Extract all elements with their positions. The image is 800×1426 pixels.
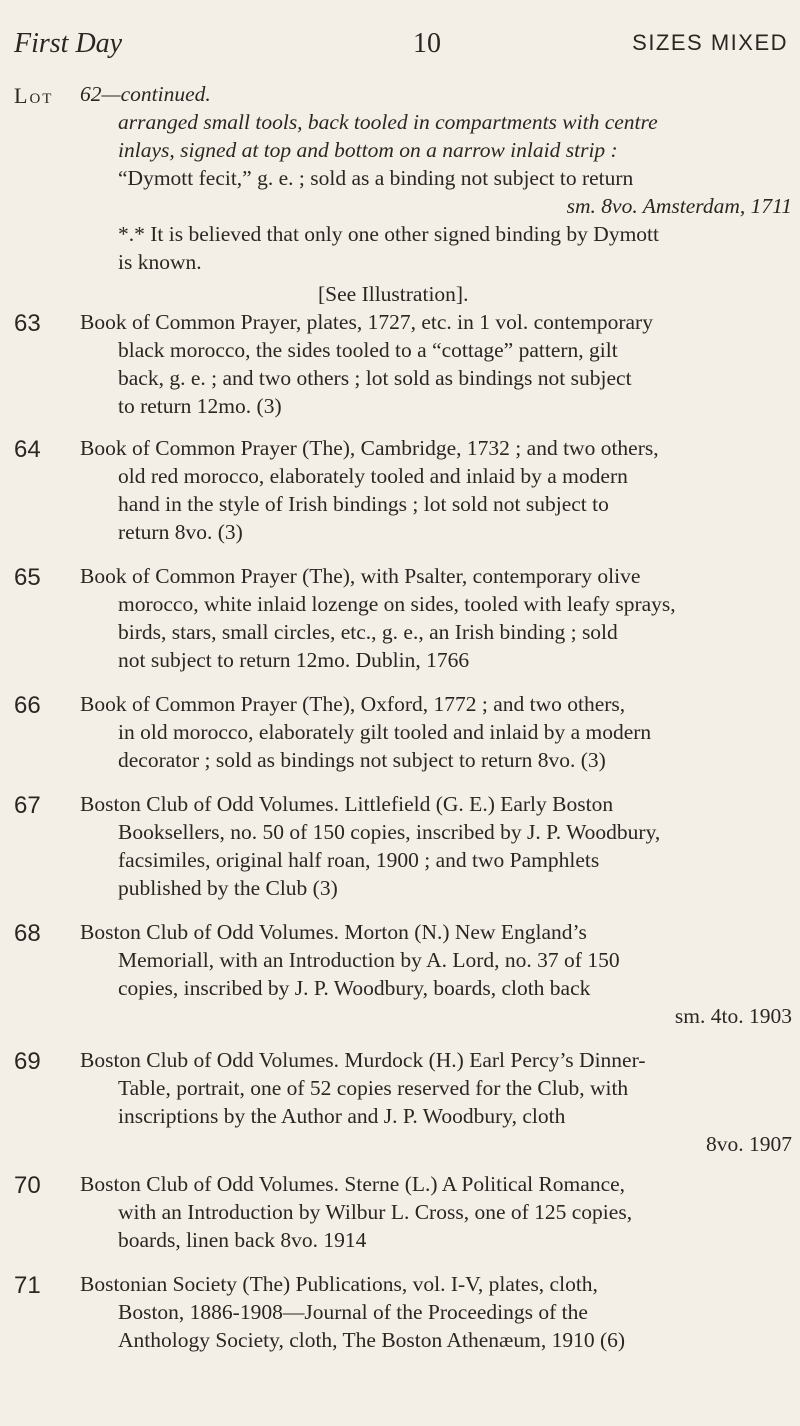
lot-entry-66 [80, 690, 792, 774]
lot-number: 64 [14, 436, 41, 463]
entry-line: Bostonian Society (The) Publications, vol. I-V, plates, cloth, [80, 1272, 598, 1296]
lot-entry-70 [80, 1170, 792, 1254]
entry-line: Book of Common Prayer, plates, 1727, etc. in 1 vol. contemporary [80, 310, 653, 334]
entry-line: copies, inscribed by J. P. Woodbury, boards, cloth back [118, 976, 591, 1000]
lot-entry-64 [80, 434, 792, 546]
entry-line: Book of Common Prayer (The), Cambridge, 1732 ; and two others, [80, 436, 659, 460]
entry-line: in old morocco, elaborately gilt tooled and inlaid by a modern [118, 720, 652, 744]
lot-entry-65 [80, 562, 792, 674]
entry-line: with an Introduction by Wilbur L. Cross, one of 125 copies, [118, 1200, 633, 1224]
entry-line: sm. 4to. 1903 [674, 1004, 792, 1028]
page-header [14, 28, 788, 68]
entry-line: Boston Club of Odd Volumes. Morton (N.) New England’s [80, 920, 587, 944]
entry-line: published by the Club (3) [118, 876, 338, 900]
entry-line: Boston Club of Odd Volumes. Murdock (H.) Earl Percy’s Dinner- [80, 1048, 646, 1072]
entry-line: Boston Club of Odd Volumes. Littlefield (G. E.) Early Boston [80, 792, 614, 816]
entry-line: Book of Common Prayer (The), Oxford, 1772 ; and two others, [80, 692, 626, 716]
entry-line: to return 12mo. (3) [118, 394, 282, 418]
lot-number: 67 [14, 792, 41, 819]
lot-entry-68 [80, 918, 792, 1030]
entry-line: not subject to return 12mo. Dublin, 1766 [118, 648, 470, 672]
page-number: 10 [413, 28, 441, 59]
entry-line: sm. 8vo. Amsterdam, 1711 [566, 194, 792, 218]
lot-entry-67 [80, 790, 792, 902]
lot-number: 66 [14, 692, 41, 719]
entry-line: “Dymott fecit,” g. e. ; sold as a binding not subject to return [118, 166, 634, 190]
lot-number: 70 [14, 1172, 41, 1199]
entry-line: is known. [118, 250, 202, 274]
entry-line: boards, linen back 8vo. 1914 [118, 1228, 367, 1252]
lot-number: 63 [14, 310, 41, 337]
entry-line: 62—continued. [80, 82, 211, 106]
entry-line: inlays, signed at top and bottom on a narrow inlaid strip : [118, 138, 618, 162]
entry-line: 8vo. 1907 [706, 1132, 792, 1156]
lot-entry-71 [80, 1270, 792, 1354]
entry-line: birds, stars, small circles, etc., g. e., an Irish binding ; sold [118, 620, 618, 644]
entry-line: Boston Club of Odd Volumes. Sterne (L.) A Political Romance, [80, 1172, 626, 1196]
entry-line: black morocco, the sides tooled to a “cottage” pattern, gilt [118, 338, 618, 362]
lot-number: 68 [14, 920, 41, 947]
entry-line: inscriptions by the Author and J. P. Woodbury, cloth [118, 1104, 566, 1128]
entry-line: [See Illustration]. [318, 282, 469, 306]
entry-line: arranged small tools, back tooled in compartments with centre [118, 110, 658, 134]
lot-number: 65 [14, 564, 41, 591]
lot-column-label: Lot [14, 83, 54, 108]
entry-line: Table, portrait, one of 52 copies reserved for the Club, with [118, 1076, 629, 1100]
entry-line: Memoriall, with an Introduction by A. Lord, no. 37 of 150 [118, 948, 620, 972]
entry-line: facsimiles, original half roan, 1900 ; and two Pamphlets [118, 848, 600, 872]
entry-line: Boston, 1886-1908—Journal of the Proceedings of the [118, 1300, 588, 1324]
entry-line: Book of Common Prayer (The), with Psalter, contemporary olive [80, 564, 641, 588]
lot-number: 69 [14, 1048, 41, 1075]
entry-line: back, g. e. ; and two others ; lot sold as bindings not subject [118, 366, 632, 390]
running-head-left: First Day [14, 28, 123, 59]
entry-line: decorator ; sold as bindings not subject to return 8vo. (3) [118, 748, 606, 772]
entry-line: Anthology Society, cloth, The Boston Athenæum, 1910 (6) [118, 1328, 626, 1352]
lot-entry-63 [80, 308, 792, 420]
entry-line: old red morocco, elaborately tooled and inlaid by a modern [118, 464, 628, 488]
entry-line: *.* It is believed that only one other signed binding by Dymott [118, 222, 660, 246]
lot-entry-62-continued [80, 80, 792, 308]
lot-entry-69 [80, 1046, 792, 1158]
entry-line: Booksellers, no. 50 of 150 copies, inscribed by J. P. Woodbury, [118, 820, 661, 844]
entry-line: morocco, white inlaid lozenge on sides, tooled with leafy sprays, [118, 592, 676, 616]
lot-number: 71 [14, 1272, 41, 1299]
entry-line: hand in the style of Irish bindings ; lot sold not subject to [118, 492, 609, 516]
running-head-right: SIZES MIXED [632, 30, 788, 55]
entry-line: return 8vo. (3) [118, 520, 243, 544]
